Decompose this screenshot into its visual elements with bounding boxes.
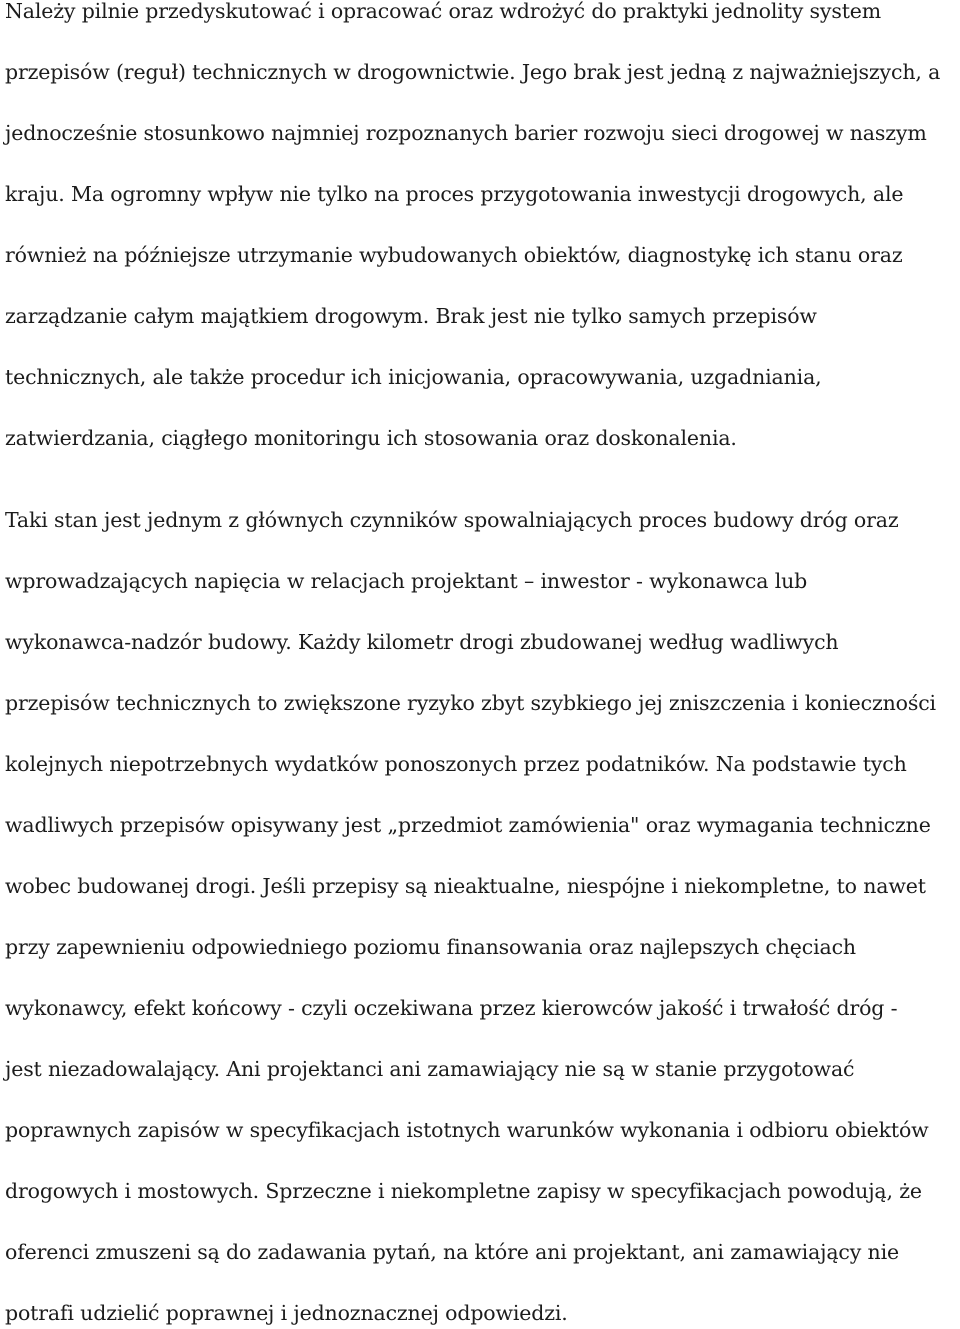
paragraph-line: Należy pilnie przedyskutować i opracować oraz wdrożyć do praktyki jednolity system xyxy=(5,0,882,23)
paragraph-line: kraju. Ma ogromny wpływ nie tylko na proces przygotowania inwestycji drogowych, ale xyxy=(5,182,904,206)
paragraph-line: zarządzanie całym majątkiem drogowym. Brak jest nie tylko samych przepisów xyxy=(5,304,817,328)
paragraph-line: oferenci zmuszeni są do zadawania pytań, na które ani projektant, ani zamawiający nie xyxy=(5,1240,899,1264)
paragraph-line: również na późniejsze utrzymanie wybudowanych obiektów, diagnostykę ich stanu oraz xyxy=(5,243,903,267)
paragraph-line: wobec budowanej drogi. Jeśli przepisy są nieaktualne, niespójne i niekompletne, to nawet xyxy=(5,874,926,898)
paragraph-line: przepisów technicznych to zwiększone ryzyko zbyt szybkiego jej zniszczenia i konieczności xyxy=(5,691,936,715)
paragraph-line: jest niezadowalający. Ani projektanci ani zamawiający nie są w stanie przygotować xyxy=(5,1057,855,1081)
paragraph-line: Taki stan jest jednym z głównych czynników spowalniających proces budowy dróg oraz xyxy=(5,508,899,532)
paragraph-line: przepisów (reguł) technicznych w drogownictwie. Jego brak jest jedną z najważniejszych, a xyxy=(5,60,941,84)
paragraph-line: jednocześnie stosunkowo najmniej rozpoznanych barier rozwoju sieci drogowej w naszym xyxy=(5,121,927,145)
paragraph-line: drogowych i mostowych. Sprzeczne i niekompletne zapisy w specyfikacjach powodują, że xyxy=(5,1179,922,1203)
paragraph-line: wadliwych przepisów opisywany jest „przedmiot zamówienia" oraz wymagania techniczne xyxy=(5,813,931,837)
paragraph-line: kolejnych niepotrzebnych wydatków ponoszonych przez podatników. Na podstawie tych xyxy=(5,752,907,776)
paragraph-line: wykonawcy, efekt końcowy - czyli oczekiwana przez kierowców jakość i trwałość dróg - xyxy=(5,996,898,1020)
paragraph-line: poprawnych zapisów w specyfikacjach istotnych warunków wykonania i odbioru obiektów xyxy=(5,1118,929,1142)
paragraph-line: przy zapewnieniu odpowiedniego poziomu finansowania oraz najlepszych chęciach xyxy=(5,935,856,959)
paragraph-line: wykonawca-nadzór budowy. Każdy kilometr drogi zbudowanej według wadliwych xyxy=(5,630,839,654)
paragraph-line: technicznych, ale także procedur ich inicjowania, opracowywania, uzgadniania, xyxy=(5,365,822,389)
paragraph-line: wprowadzających napięcia w relacjach projektant – inwestor - wykonawca lub xyxy=(5,569,808,593)
paragraph-line: potrafi udzielić poprawnej i jednoznacznej odpowiedzi. xyxy=(5,1301,568,1325)
paragraph-line: zatwierdzania, ciągłego monitoringu ich stosowania oraz doskonalenia. xyxy=(5,426,737,450)
